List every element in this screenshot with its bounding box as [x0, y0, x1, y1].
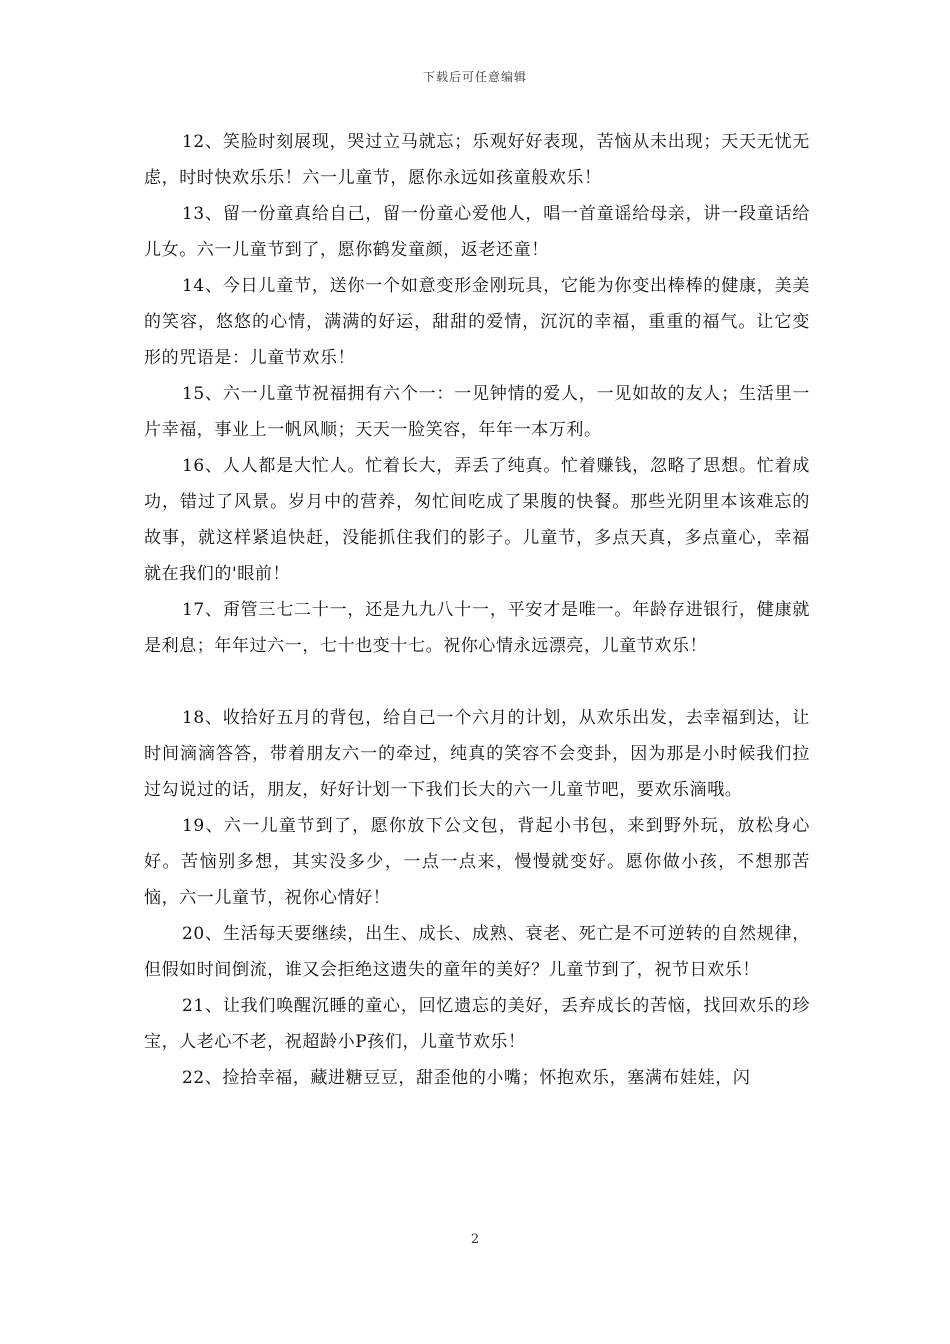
paragraph-18: 18、收拾好五月的背包，给自己一个六月的计划，从欢乐出发，去幸福到达，让时间滴滴答答，带着朋友六一的牵过，纯真的笑容不会变卦，因为那是小时候我们拉过勾说过的话，朋友，好好计划一下我们长大的六一儿童节吧，要欢乐滴哦。 [144, 708, 810, 800]
paragraph-14: 14、今日儿童节，送你一个如意变形金刚玩具，它能为你变出棒棒的健康，美美的笑容，悠悠的心情，满满的好运，甜甜的爱情，沉沉的幸福，重重的福气。让它变形的咒语是：儿童节欢乐！ [144, 276, 810, 368]
paragraph-20: 20、生活每天要继续，出生、成长、成熟、衰老、死亡是不可逆转的自然规律，但假如时间倒流，谁又会拒绝这遗失的童年的美好？儿童节到了，祝节日欢乐！ [144, 924, 810, 980]
page-number: 2 [470, 1232, 480, 1247]
paragraph-22: 22、捡拾幸福，藏进糖豆豆，甜歪他的小嘴；怀抱欢乐，塞满布娃娃，闪 [182, 1068, 751, 1088]
paragraph-15: 15、六一儿童节祝福拥有六个一：一见钟情的爱人，一见如故的友人；生活里一片幸福，事业上一帆风顺；天天一脸笑容，年年一本万利。 [144, 384, 810, 440]
blank-line [144, 664, 810, 700]
paragraph-19: 19、六一儿童节到了，愿你放下公文包，背起小书包，来到野外玩，放松身心好。苦恼别多想，其实没多少，一点一点来，慢慢就变好。愿你做小孩，不想那苦恼，六一儿童节，祝你心情好！ [144, 816, 810, 908]
paragraph-21: 21、让我们唤醒沉睡的童心，回忆遗忘的美好，丢弃成长的苦恼，找回欢乐的珍宝，人老心不老，祝超龄小P孩们，儿童节欢乐！ [144, 996, 810, 1052]
paragraph-12: 12、笑脸时刻展现，哭过立马就忘；乐观好好表现，苦恼从未出现；天天无忧无虑，时时快欢乐乐！六一儿童节，愿你永远如孩童般欢乐！ [144, 132, 810, 188]
paragraph-17: 17、甭管三七二十一，还是九九八十一，平安才是唯一。年龄存进银行，健康就是利息；年年过六一，七十也变十七。祝你心情永远漂亮，儿童节欢乐！ [144, 600, 810, 656]
document-body [144, 124, 810, 1096]
page-header: 下载后可任意编辑 [422, 70, 527, 84]
paragraph-16: 16、人人都是大忙人。忙着长大，弄丢了纯真。忙着赚钱，忽略了思想。忙着成功，错过了风景。岁月中的营养，匆忙间吃成了果腹的快餐。那些光阴里本该难忘的故事，就这样紧追快赶，没能抓住我们的影子。儿童节，多点天真，多点童心，幸福就在我们的'眼前！ [144, 456, 810, 584]
paragraph-13: 13、留一份童真给自己，留一份童心爱他人，唱一首童谣给母亲，讲一段童话给儿女。六一儿童节到了，愿你鹤发童颜，返老还童！ [144, 204, 810, 260]
